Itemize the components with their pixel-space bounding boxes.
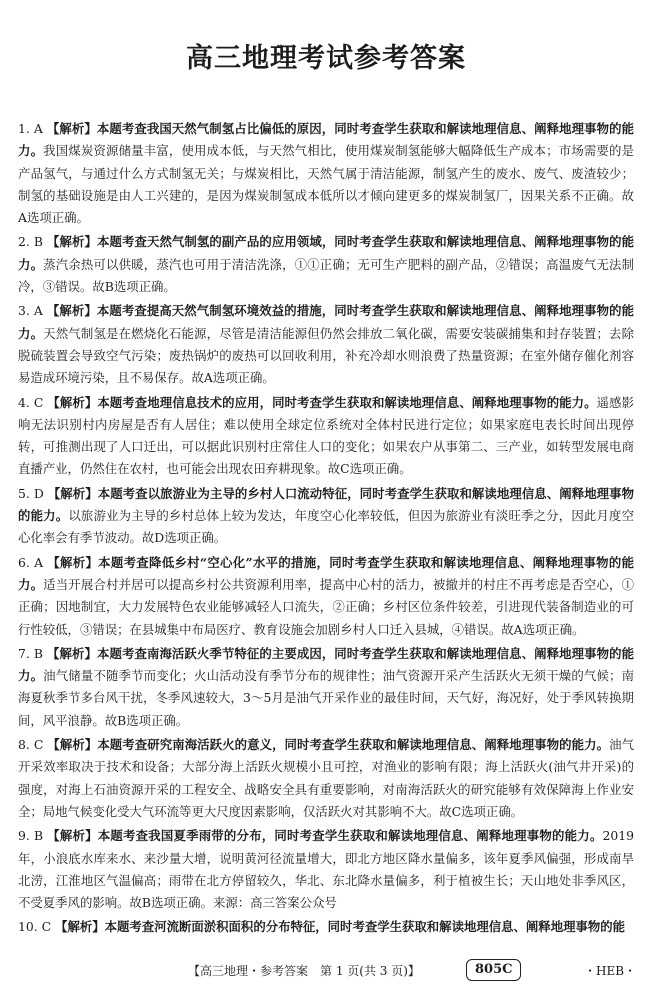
answer-number: 8. C bbox=[18, 737, 44, 753]
analysis-tag: 【解析】 bbox=[47, 234, 97, 250]
answer-item bbox=[18, 734, 634, 823]
analysis-focus: 本题考查提高天然气制氢环境效益的措施，同时考查学生获取和解读地理信息、阐释地理事物的能力。 bbox=[18, 303, 634, 341]
answer-number: 5. D bbox=[18, 485, 44, 501]
answer-list bbox=[18, 118, 634, 941]
analysis-body: 蒸汽余热可以供暖，蒸汽也可用于清洁洗涤，①①正确；无可生产肥料的副产品，②错误；高温废气无法制冷，③错误。故B选项正确。 bbox=[18, 256, 635, 295]
analysis-tag: 【解析】 bbox=[55, 919, 105, 935]
answer-item bbox=[18, 231, 634, 298]
analysis-tag: 【解析】 bbox=[47, 645, 97, 661]
answer-item bbox=[18, 643, 634, 732]
answer-item bbox=[18, 118, 634, 229]
analysis-tag: 【解析】 bbox=[46, 303, 97, 319]
answer-number: 4. C bbox=[18, 394, 44, 410]
answer-item bbox=[18, 916, 634, 938]
analysis-tag: 【解析】 bbox=[47, 828, 98, 844]
analysis-focus: 本题考查降低乡村“空心化”水平的措施，同时考查学生获取和解读地理信息、阐释地理事物的能力。 bbox=[18, 554, 634, 592]
page-title: 高三地理考试参考答案 bbox=[186, 43, 466, 74]
answer-number: 2. B bbox=[18, 234, 43, 250]
analysis-focus: 本题考查天然气制氢的副产品的应用领域，同时考查学生获取和解读地理信息、阐释地理事物的能力。 bbox=[18, 234, 634, 272]
analysis-focus: 本题考查南海活跃火季节特征的主要成因，同时考查学生获取和解读地理信息、阐释地理事物的能力。 bbox=[18, 645, 634, 684]
analysis-body: 以旅游业为主导的乡村总体上较为发达，年度空心化率较低，但因为旅游业有淡旺季之分，因此月度空心化率会有季节波动。故D选项正确。 bbox=[18, 508, 635, 546]
analysis-body: 遥感影响无法识别村内房屋是否有人居住；难以使用全球定位系统对全体村民进行定位；如果家庭电表长时间出现停转，可推测出现了人口迁出，可以据此识别村庄常住人口的变化；如果农户从事第二、三产业，如转型发展电商直播产业，仍然住在农村，也可能会出现农田弃耕现象。故C选项正确。 bbox=[18, 394, 634, 477]
analysis-body: 适当开展合村并居可以提高乡村公共资源利用率，提高中心村的活力，被撤并的村庄不再考虑是否空心，①正确；因地制宜，大力发展特色农业能够减轻人口流失，②正确；乡村区位条件较差，引进现代装备制造业的可行性较低，③错误；在县城集中布局医疗、教育设施会加剧乡村人口迁入县城，④错误。故A选项正确。 bbox=[18, 576, 635, 637]
analysis-focus: 本题考查研究南海活跃火的意义，同时考查学生获取和解读地理信息、阐释地理事物的能力。 bbox=[97, 737, 610, 753]
answer-number: 7. B bbox=[18, 645, 43, 661]
analysis-tag: 【解析】 bbox=[47, 737, 98, 753]
answer-item bbox=[18, 825, 634, 914]
analysis-body: 我国煤炭资源储量丰富，使用成本低，与天然气相比，使用煤炭制氢能够大幅降低生产成本；市场需要的是产品氢气，与通过什么方式制氢无关；与煤炭相比，天然气属于清洁能源，制氢产生的废水、废气、废渣较少；制氢的基础设施是由人工兴建的，是因为煤炭制氢成本低所以才倾向建更多的煤炭制氢厂，因果关系不正确。故A选项正确。 bbox=[18, 143, 635, 226]
analysis-body: 2019年，小浪底水库来水、来沙量大增，说明黄河径流量增大，即北方地区降水量偏多，该年夏季风偏强，形成南旱北涝，江淮地区气温偏高；雨带在北方停留较久，华北、东北降水量偏多，利于植被生长；天山地处非季风区，不受夏季风的影响。故B选项正确。来源：高三答案公众号 bbox=[18, 828, 634, 911]
paper-code: 805C bbox=[466, 959, 521, 981]
footer bbox=[0, 961, 652, 981]
answer-number: 6. A bbox=[18, 554, 44, 570]
analysis-focus: 本题考查我国夏季雨带的分布，同时考查学生获取和解读地理信息、阐释地理事物的能力。 bbox=[97, 828, 603, 844]
analysis-tag: 【解析】 bbox=[47, 485, 98, 501]
answer-number: 10. C bbox=[18, 919, 52, 935]
analysis-focus: 本题考查地理信息技术的应用，同时考查学生获取和解读地理信息、阐释地理事物的能力。 bbox=[97, 394, 597, 410]
answer-item bbox=[18, 552, 634, 641]
analysis-focus: 本题考查我国天然气制氢占比偏低的原因，同时考查学生获取和解读地理信息、阐释地理事物的能力。 bbox=[18, 121, 634, 159]
region-tag: ・HEB・ bbox=[584, 964, 637, 978]
answer-number: 1. A bbox=[18, 121, 43, 136]
answer-item bbox=[18, 300, 634, 389]
analysis-body: 油气储量不随季节而变化；火山活动没有季节分布的规律性；油气资源开采产生活跃火无须干燥的气候；南海夏秋季节多台风干扰，冬季风速较大，3～5月是油气开采作业的最佳时间，天气好，海况好，处于季风转换期间，风平浪静。故B选项正确。 bbox=[18, 668, 635, 728]
answer-number: 3. A bbox=[18, 303, 43, 319]
analysis-focus: 本题考查河流断面淤积面积的分布特征，同时考查学生获取和解读地理信息、阐释地理事物的能 bbox=[104, 919, 626, 935]
analysis-tag: 【解析】 bbox=[47, 394, 98, 410]
answer-number: 9. B bbox=[18, 828, 44, 844]
analysis-body: 天然气制氢是在燃烧化石能源，尽管是清洁能源但仍然会排放二氧化碳，需要安装碳捕集和封存装置；去除脱硫装置会导致空气污染；废热锅炉的废热可以回收利用，补充冷却水则浪费了热量资源；在室外储存催化剂容易造成环境污染，且不易保存。故A选项正确。 bbox=[18, 325, 635, 386]
analysis-body: 油气开采效率取决于技术和设备；大部分海上活跃火规模小且可控，对渔业的影响有限；海上活跃火(油气井开采)的强度，对海上石油资源开采的工程安全、战略安全具有重要影响，对南海活跃火的研究能够有效保障海上作业安全；局地气候变化受大气环流等更大尺度因素影响，仅活跃火对其影响不大。故C选项正确。 bbox=[18, 737, 634, 819]
analysis-tag: 【解析】 bbox=[46, 121, 97, 136]
page-note: 【高三地理・参考答案 第 1 页(共 3 页)】 bbox=[188, 964, 420, 978]
answer-item bbox=[18, 392, 634, 481]
answer-item bbox=[18, 483, 634, 550]
analysis-focus: 本题考查以旅游业为主导的乡村人口流动特征，同时考查学生获取和解读地理信息、阐释地理事物的能力。 bbox=[18, 485, 635, 524]
analysis-tag: 【解析】 bbox=[47, 554, 99, 570]
